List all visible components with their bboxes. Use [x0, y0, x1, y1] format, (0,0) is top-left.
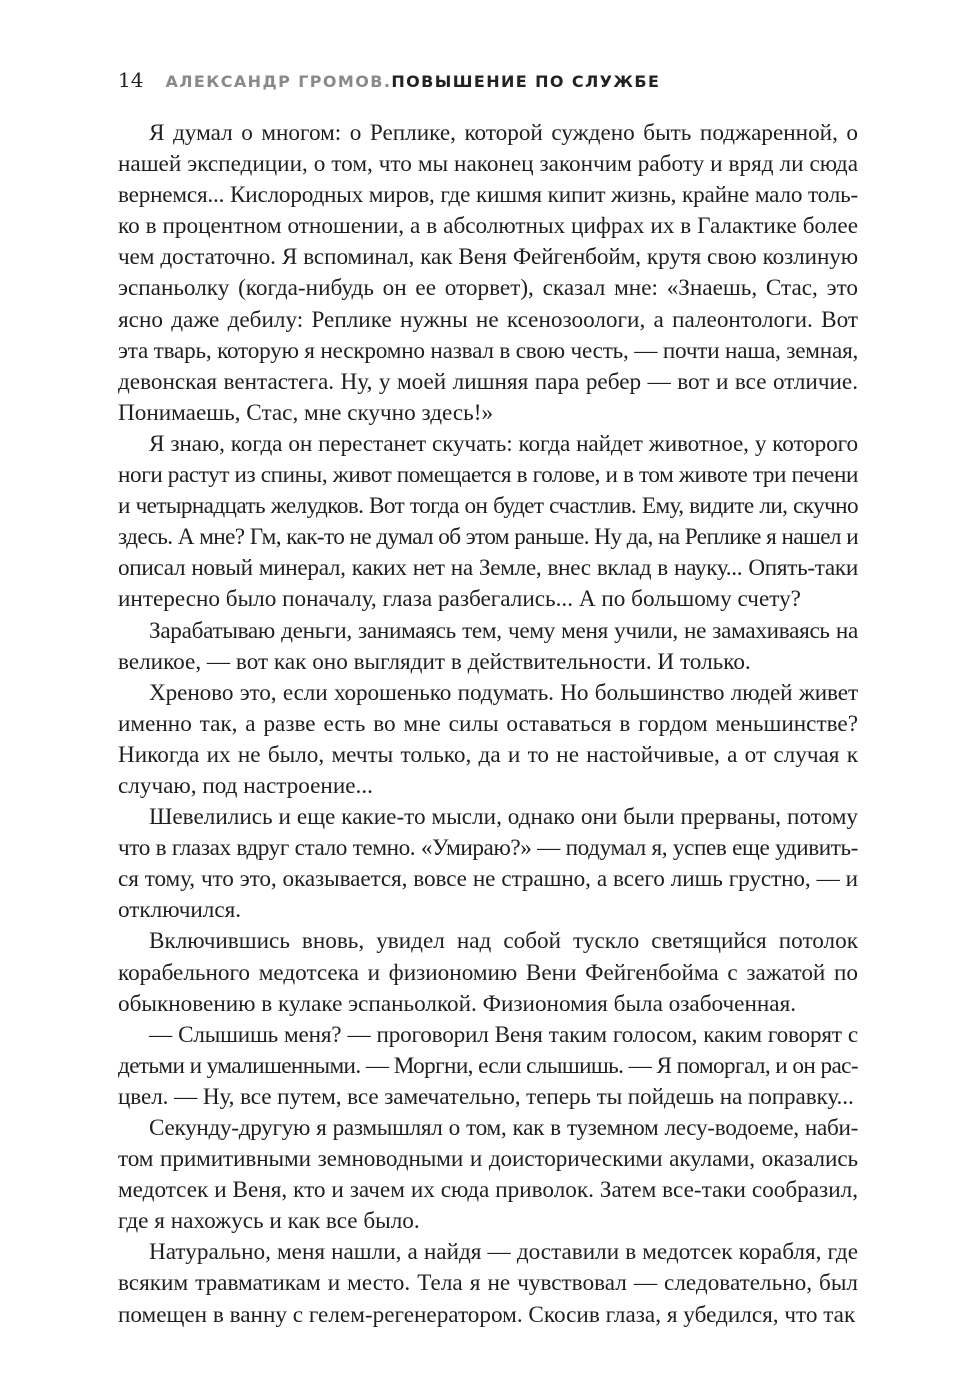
text-line: именно так, а разве есть во мне силы оставаться в гордом меньшинстве? [118, 710, 858, 737]
text-line: где я нахожусь и как все было. [118, 1208, 420, 1235]
text-line: эта тварь, которую я нескромно назвал в свою честь, — почти наша, земная, [118, 337, 859, 364]
text-line: Шевелились и еще какие-то мысли, однако они были прерваны, потому [149, 804, 858, 831]
text-line: обыкновению в кулаке эспаньолкой. Физиономия была озабоченная. [118, 990, 797, 1017]
text-line: великое, — вот как оно выглядит в действительности. И только. [118, 648, 751, 675]
page-number: 14 [118, 68, 144, 92]
text-line: Никогда их не было, мечты только, да и то не настойчивые, а от случая к [118, 741, 858, 768]
text-line: Я знаю, когда он перестанет скучать: когда найдет животное, у которого [149, 430, 858, 457]
running-head-title: ПОВЫШЕНИЕ ПО СЛУЖБЕ [391, 72, 661, 91]
text-line: Я думал о многом: о Реплике, которой суждено быть поджаренной, о [149, 120, 858, 146]
paragraph [118, 429, 858, 616]
text-line: — Слышишь меня? — проговорил Веня таким голосом, каким говорят с [149, 1021, 858, 1048]
text-line: описал новый минерал, каких нет на Земле, внес вклад в науку... Опять-таки [118, 555, 858, 582]
text-line: Хреново это, если хорошенько подумать. Но большинство людей живет [149, 679, 858, 706]
paragraph [118, 1020, 858, 1113]
text-line: Зарабатываю деньги, занимаясь тем, чему меня учили, не замахиваясь на [149, 617, 858, 644]
text-line: цвел. — Ну, все путем, все замечательно, теперь ты пойдешь на поправку... [118, 1083, 854, 1110]
text-line: девонская вентастега. Ну, у моей лишняя пара ребер — вот и все отличие. [118, 368, 858, 395]
text-line: вернемся... Кислородных миров, где кишмя кипит жизнь, крайне мало толь- [118, 182, 858, 209]
text-line: ся тому, что это, оказывается, вовсе не страшно, а всего лишь грустно, — и [118, 866, 858, 893]
paragraph [118, 678, 858, 802]
text-line: всяким травматикам и место. Тела я не чувствовал — следовательно, был [118, 1270, 858, 1297]
text-line: чем достаточно. Я вспоминал, как Веня Фейгенбойм, крутя свою козлиную [118, 244, 858, 271]
text-line: что в глазах вдруг стало темно. «Умираю?» — подумал я, успев еще удивить- [118, 835, 858, 862]
body-text [118, 118, 858, 1331]
text-line: том примитивными земноводными и доисторическими акулами, оказались [118, 1146, 858, 1173]
text-line: ясно даже дебилу: Реплике нужны не ксенозоологи, а палеонтологи. Вот [118, 306, 858, 333]
paragraph [118, 1237, 858, 1330]
text-line: детьми и умалишенными. — Моргни, если слышишь. — Я поморгал, и он рас- [118, 1052, 858, 1079]
text-line: отключился. [118, 897, 242, 924]
text-line: Включившись вновь, увидел над собой тускло светящийся потолок [149, 928, 858, 955]
text-line: и четырнадцать желудков. Вот тогда он будет счастлив. Ему, видите ли, скучно [118, 493, 858, 520]
text-line: медотсек и Веня, кто и зачем их сюда приволок. Затем все-таки сообразил, [118, 1177, 858, 1204]
text-line: здесь. А мне? Гм, как-то не думал об этом раньше. Ну да, на Реплике я нашел и [118, 524, 858, 551]
text-line: Секунду-другую я размышлял о том, как в туземном лесу-водоеме, наби- [149, 1115, 858, 1141]
text-line: ноги растут из спины, живот помещается в голове, и в том животе три печени [118, 462, 858, 489]
text-line: ко в процентном отношении, а в абсолютных цифрах их в Галактике более [118, 213, 858, 240]
text-line: помещен в ванну с гелем-регенератором. Скосив глаза, я убедился, что так [118, 1301, 856, 1328]
running-head [118, 68, 660, 92]
text-line: корабельного медотсека и физиономию Вени Фейгенбойма с зажатой по [118, 959, 858, 986]
text-line: эспаньолку (когда-нибудь он ее оторвет), сказал мне: «Знаешь, Стас, это [118, 275, 858, 302]
running-head-author: АЛЕКСАНДР ГРОМОВ. [165, 72, 392, 91]
paragraph [118, 616, 858, 678]
paragraph [118, 926, 858, 1019]
text-line: случаю, под настроение... [118, 772, 373, 799]
text-line: интересно было поначалу, глаза разбегались... А по большому счету? [118, 586, 801, 613]
paragraph [118, 802, 858, 926]
text-line: нашей экспедиции, о том, что мы наконец закончим работу и вряд ли сюда [118, 151, 858, 178]
paragraph [118, 118, 858, 429]
paragraph [118, 1113, 858, 1237]
text-line: Натурально, меня нашли, а найдя — доставили в медотсек корабля, где [149, 1239, 858, 1266]
text-line: Понимаешь, Стас, мне скучно здесь!» [118, 399, 494, 426]
